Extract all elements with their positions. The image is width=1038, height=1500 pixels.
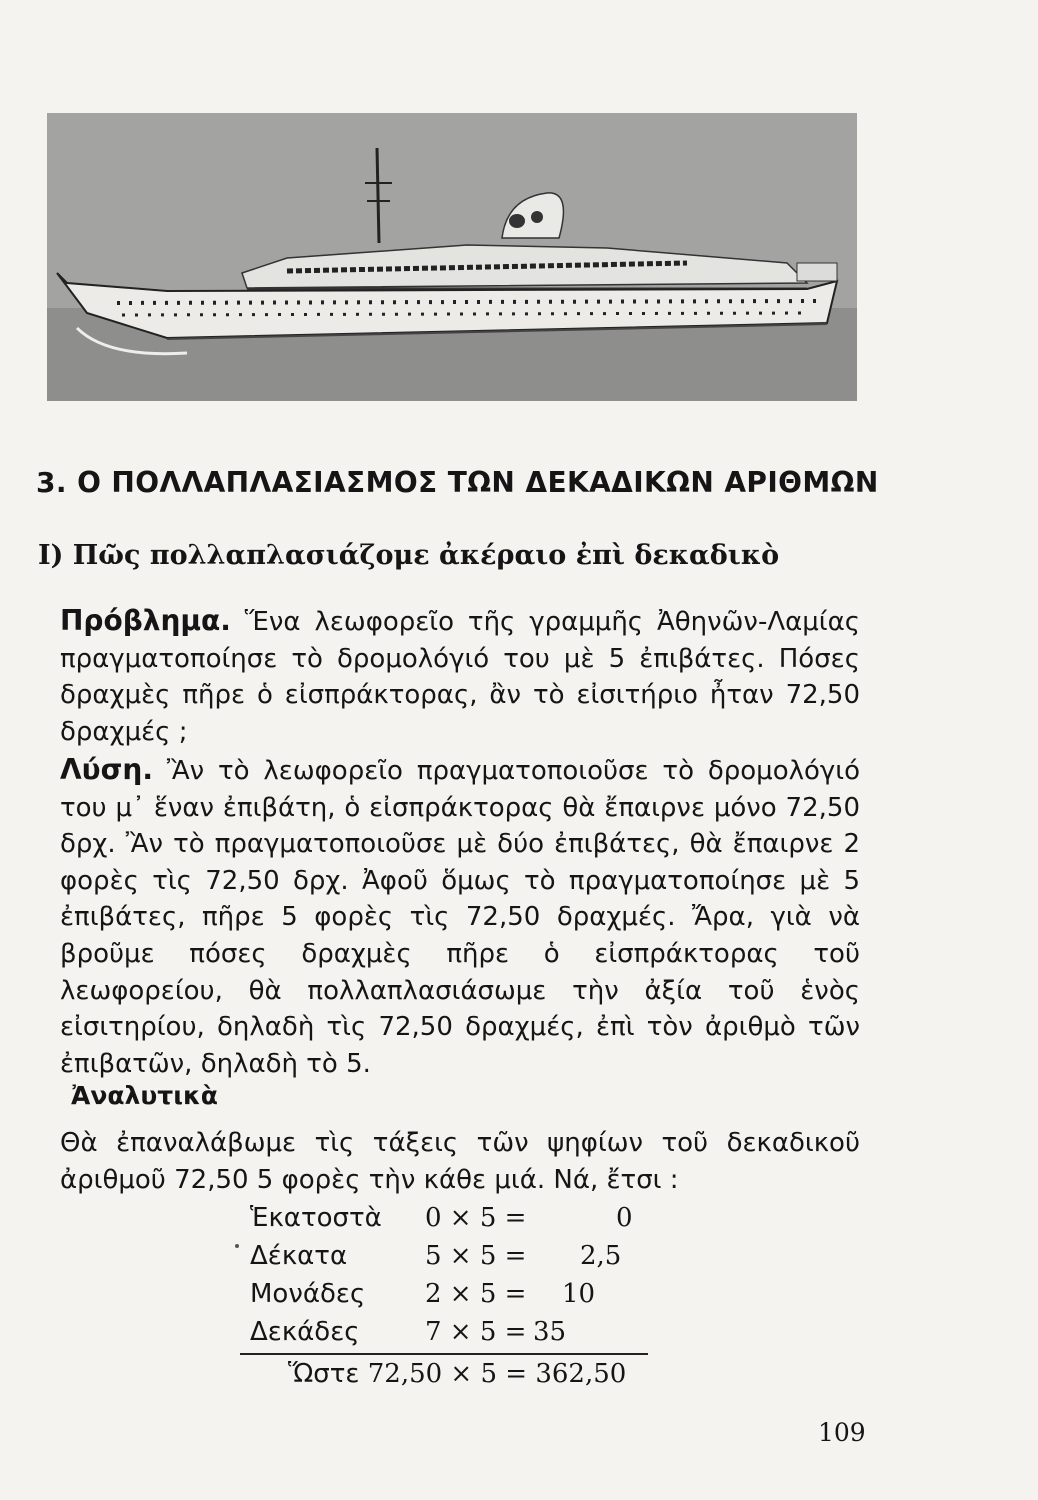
total-label: Ὥστε <box>288 1359 360 1389</box>
calc-row-label: Μονάδες <box>250 1279 366 1309</box>
calc-row-expression: 0 × 5 = <box>425 1203 527 1233</box>
section-title: 3. Ο ΠΟΛΛΑΠΛΑΣΙΑΣΜΟΣ ΤΩΝ ΔΕΚΑΔΙΚΩΝ ΑΡΙΘΜΩΝ <box>36 466 879 499</box>
calc-row-label: Δέκατα <box>250 1241 348 1271</box>
solution-text: Ἂν τὸ λεωφορεῖο πραγματοποιοῦσε τὸ δρομολόγιό του μ᾽ ἕναν ἐπιβάτη, ὁ εἰσπράκτορας θὰ ἔπαιρνε μόνο 72,50 δρχ. Ἂν τὸ πραγματοποιοῦσε μὲ δύο ἐπιβάτες, θὰ ἔπαιρνε 2 φορὲς τὶς 72,50 δρχ. Ἀφοῦ ὅμως τὸ πραγματοποίησε μὲ 5 ἐπιβάτες, πῆρε 5 φορὲς τὶς 72,50 δραχμές. Ἄρα, γιὰ νὰ βροῦμε πόσες δραχμὲς πῆρε ὁ εἰσπράκτορας τοῦ λεωφορείου, θὰ πολλαπλασιάσωμε τὴν ἀξία τοῦ ἑνὸς εἰσιτηρίου, δηλαδὴ τὶς 72,50 δραχμές, ἐπὶ τὸν ἀριθμὸ τῶν ἐπιβατῶν, δηλαδὴ τὸ 5. <box>60 756 860 1079</box>
analytic-heading: Ἀναλυτικὰ <box>71 1081 218 1110</box>
sum-rule <box>240 1353 648 1355</box>
calc-row-expression: 2 × 5 = <box>425 1279 527 1309</box>
problem-label: Πρόβλημα. <box>60 604 231 637</box>
calc-total <box>288 1359 626 1389</box>
solution-label: Λύση. <box>60 753 153 786</box>
page-number: 109 <box>818 1418 866 1447</box>
calc-row-result: 2,5 <box>580 1241 622 1271</box>
calc-row-result: 0 <box>616 1203 633 1233</box>
calc-row-expression: 7 × 5 = <box>425 1317 527 1347</box>
solution-paragraph <box>60 752 860 1082</box>
problem-paragraph <box>60 603 860 750</box>
calc-row-label: Ἑκατοστὰ <box>250 1203 382 1233</box>
calc-row-result: 10 <box>562 1279 596 1309</box>
analytic-paragraph: Θὰ ἐπαναλάβωμε τὶς τάξεις τῶν ψηφίων τοῦ δεκαδικοῦ ἀριθμοῦ 72,50 5 φορὲς τὴν κάθε μιά. Νά, ἔτσι : <box>60 1128 860 1195</box>
calc-row-expression: 5 × 5 = <box>425 1241 527 1271</box>
problem-text: Ἕνα λεωφορεῖο τῆς γραμμῆς Ἀθηνῶν-Λαμίας πραγματοποίησε τὸ δρομολόγιό του μὲ 5 ἐπιβάτες. Πόσες δραχμὲς πῆρε ὁ εἰσπράκτορας, ἂν τὸ εἰσιτήριο ἦταν 72,50 δραχμές ; <box>60 607 860 747</box>
ship-illustration <box>47 113 857 401</box>
calc-row-result: 35 <box>533 1317 567 1347</box>
margin-dot <box>235 1244 239 1248</box>
calc-row-label: Δεκάδες <box>250 1317 360 1347</box>
subsection-title: Ι) Πῶς πολλαπλασιάζομε ἀκέραιο ἐπὶ δεκαδικὸ <box>38 540 780 571</box>
total-expression: 72,50 × 5 = 362,50 <box>367 1359 627 1389</box>
ship-drawing <box>47 113 857 401</box>
